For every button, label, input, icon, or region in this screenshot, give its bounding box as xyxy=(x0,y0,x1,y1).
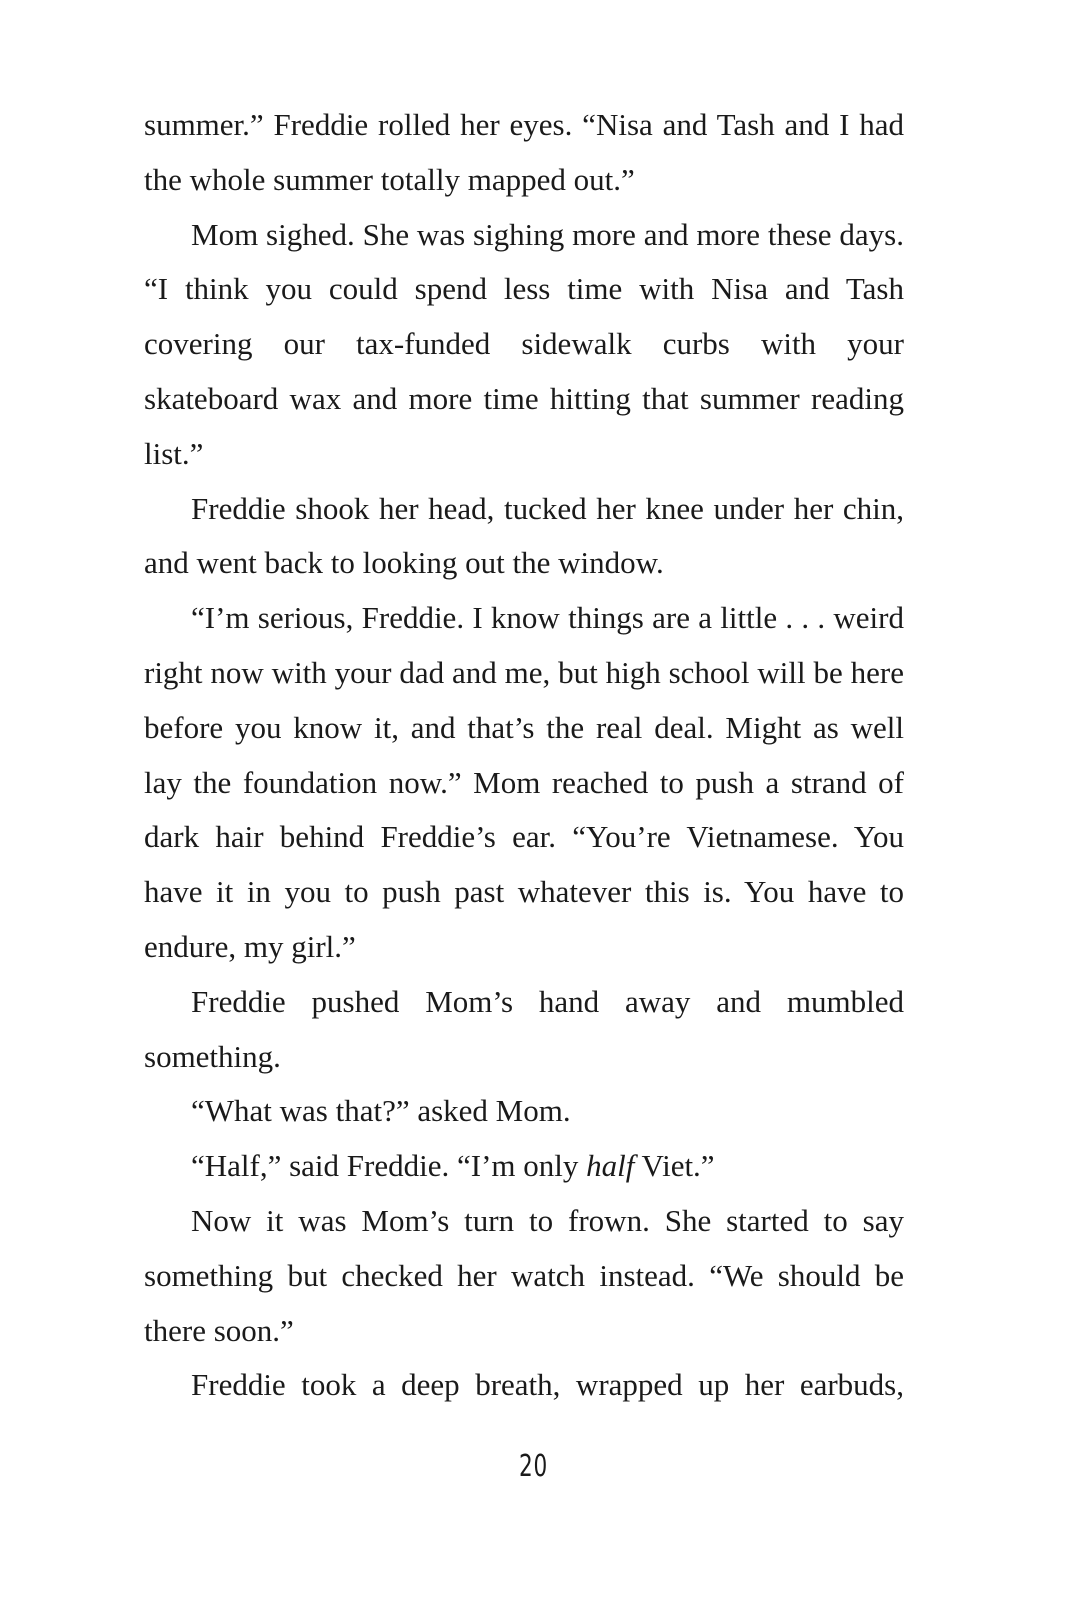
text-run: “Half,” said Freddie. “I’m only xyxy=(191,1148,587,1184)
paragraph xyxy=(144,975,904,1085)
text-run: Freddie shook her head, tucked her knee under her chin, and went back to looking out the window. xyxy=(144,490,904,581)
text-run: Now it was Mom’s turn to frown. She started to say something but checked her watch instead. “We should be there soon.” xyxy=(144,1202,904,1348)
text-run: Viet.” xyxy=(634,1148,715,1184)
italic-text: half xyxy=(586,1148,635,1184)
paragraph xyxy=(144,591,904,975)
body-text xyxy=(144,98,904,1413)
text-run: Freddie pushed Mom’s hand away and mumbled something. xyxy=(144,983,904,1074)
paragraph xyxy=(144,482,904,592)
page-number: 20 xyxy=(519,1449,548,1484)
text-run: Mom sighed. She was sighing more and more these days. “I think you could spend less time with Nisa and Tash covering our tax-funded sidewalk curbs with your skateboard wax and more time hitting that summer reading list.” xyxy=(144,216,904,471)
text-run: “What was that?” asked Mom. xyxy=(191,1093,571,1129)
paragraph xyxy=(144,1194,904,1358)
paragraph xyxy=(144,98,904,208)
paragraph xyxy=(144,1139,904,1194)
text-run: “I’m serious, Freddie. I know things are a little . . . weird right now with your dad and me, but high school will be here before you know it, and that’s the real deal. Might as well lay the foundation now.” Mom reached to push a strand of dark hair behind Freddie’s ear. “You’re Vietnamese. You have it in you to push past whatever this is. You have to endure, my girl.” xyxy=(144,600,904,964)
paragraph xyxy=(144,1084,904,1139)
text-run: Freddie took a deep breath, wrapped up her earbuds, xyxy=(191,1367,904,1403)
paragraph xyxy=(144,1358,904,1413)
text-run: summer.” Freddie rolled her eyes. “Nisa and Tash and I had the whole summer totally mapped out.” xyxy=(144,107,904,197)
paragraph xyxy=(144,208,904,482)
